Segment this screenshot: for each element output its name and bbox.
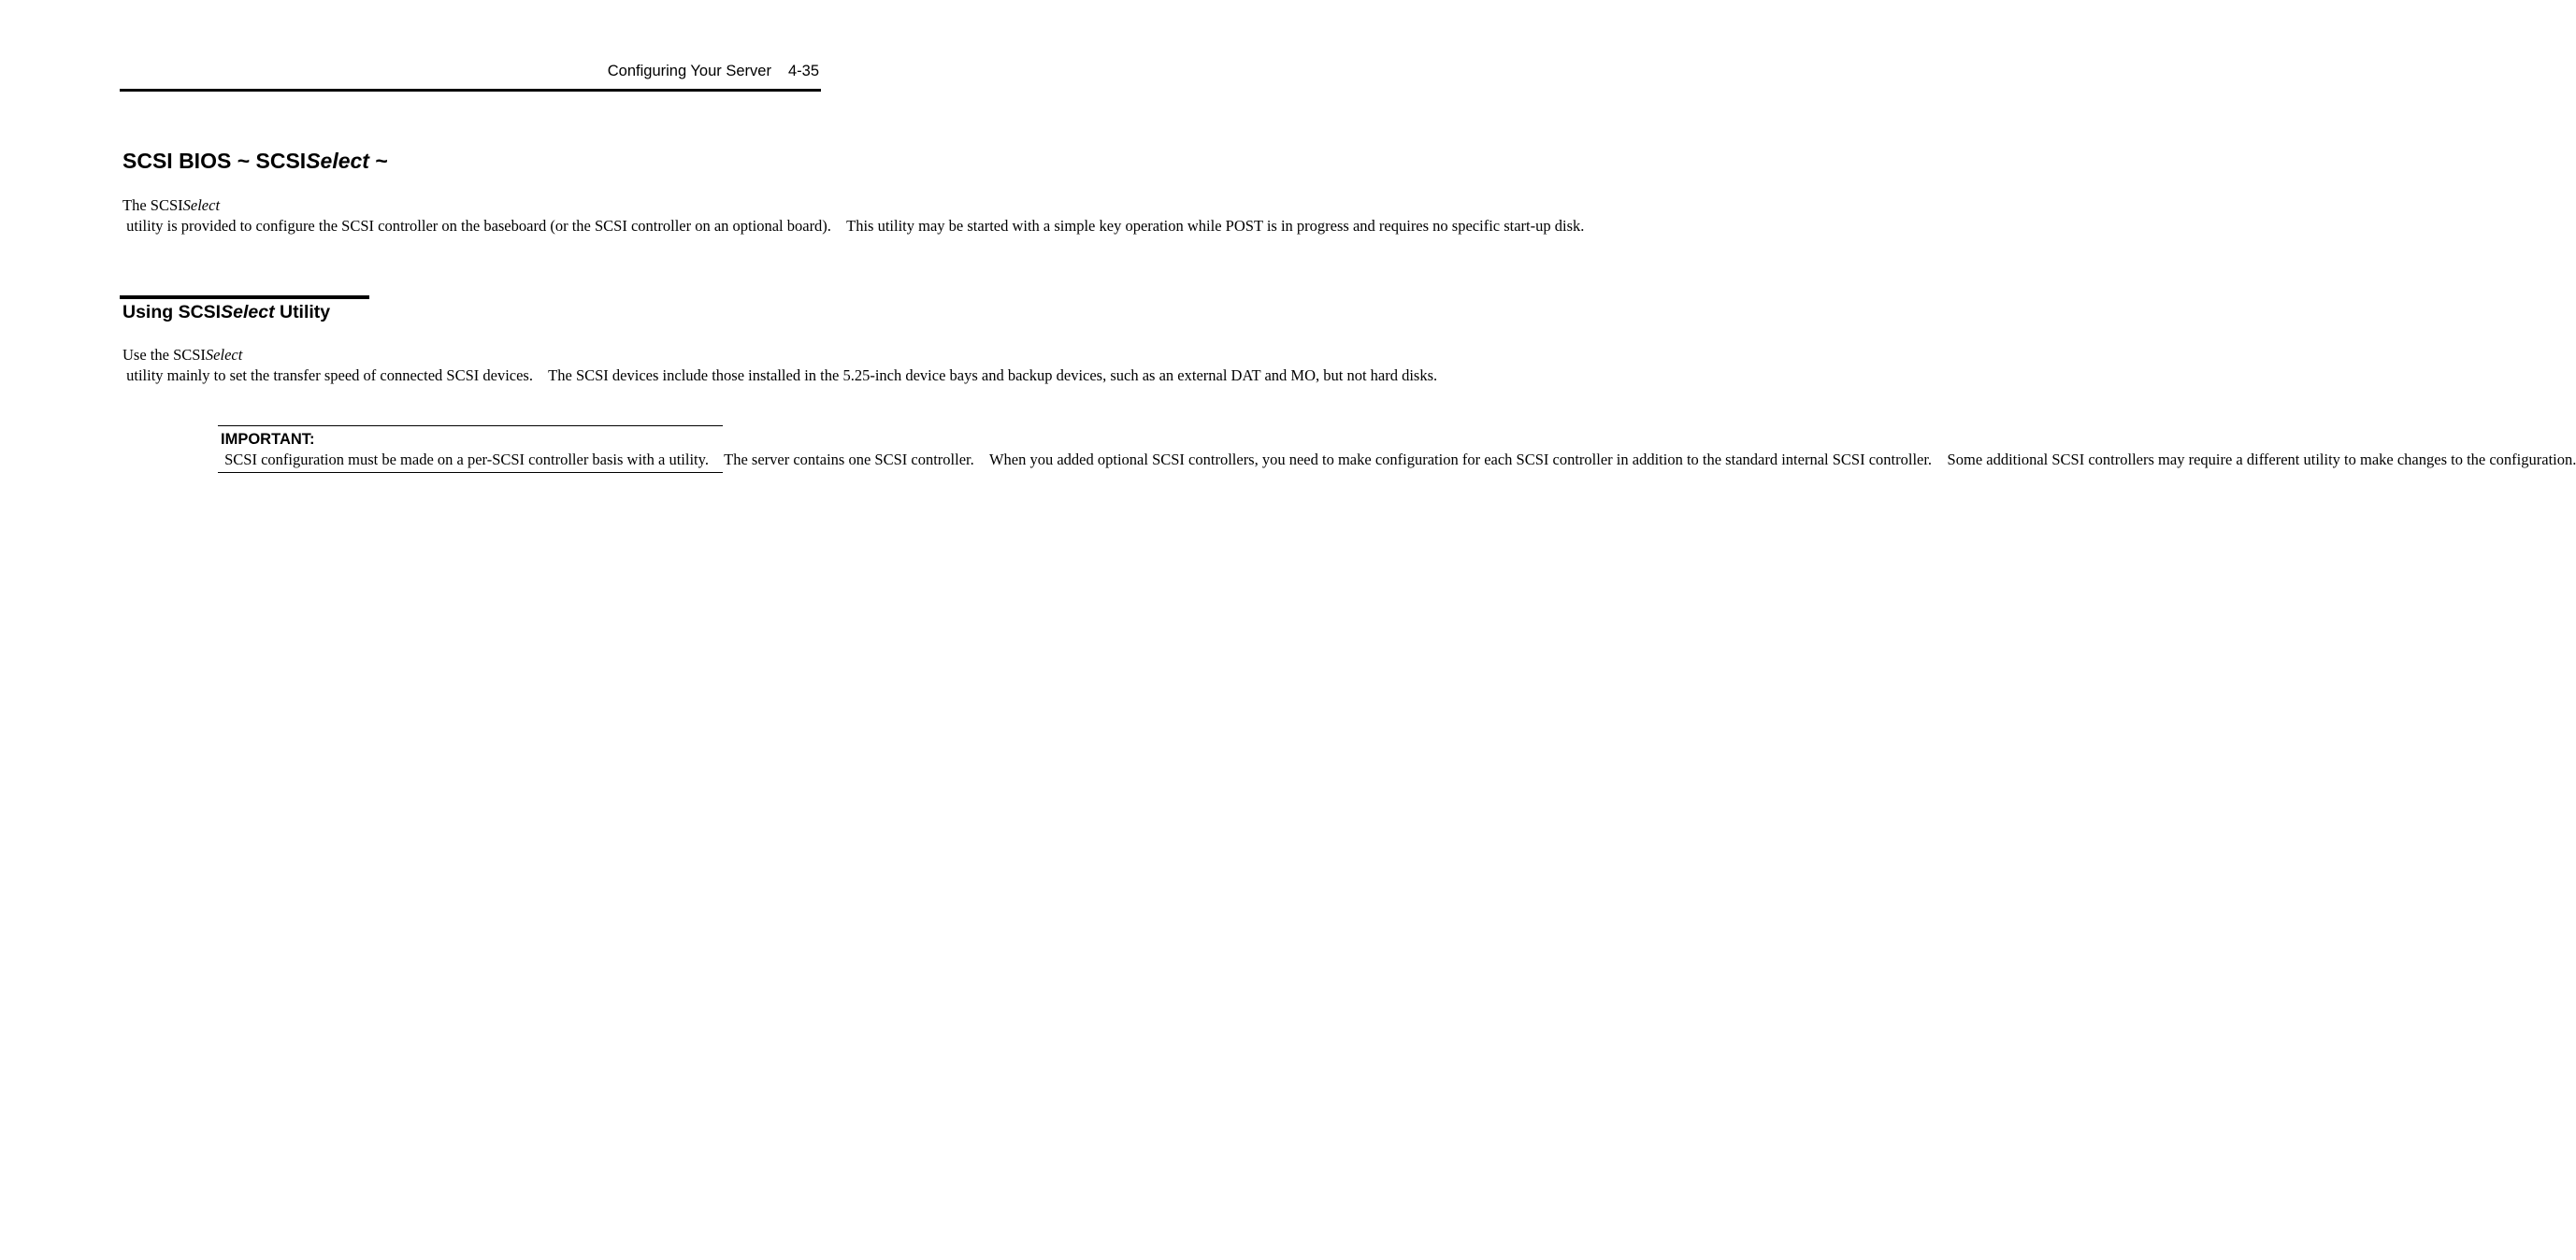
subsection-heading-prefix: Using SCSI <box>122 302 222 322</box>
intro-text-rest: utility is provided to configure the SCSI controller on the baseboard (or the SCSI controller on an optional board). This utility may be started with a simple key operation while POST is in progress and requires no specific start-up disk. <box>122 216 1585 235</box>
intro-text-start: The SCSI <box>122 196 183 214</box>
important-notice <box>218 425 2576 473</box>
subsection-heading-suffix: Utility <box>274 302 331 322</box>
running-header-title: Configuring Your Server <box>607 63 771 79</box>
usage-text-italic: Select <box>205 346 243 364</box>
subsection-rule <box>120 295 369 299</box>
section-heading <box>122 148 388 174</box>
usage-text-start: Use the SCSI <box>122 346 206 364</box>
running-header <box>120 62 819 80</box>
section-heading-prefix: SCSI BIOS ~ SCSI <box>122 149 307 173</box>
usage-paragraph <box>122 345 1438 385</box>
intro-paragraph <box>122 195 1585 236</box>
important-text: SCSI configuration must be made on a per-SCSI controller basis with a utility. The server contains one SCSI controller. When you added optional SCSI controllers, you need to make configuration for each SCSI controller in addition to the standard internal SCSI controller. Some additional SCSI controllers may require a different utility to make changes to the configuration. <box>221 451 2576 469</box>
header-rule <box>120 89 821 92</box>
important-label: IMPORTANT: <box>221 431 315 448</box>
subsection-heading <box>122 301 330 324</box>
page-number: 4-35 <box>787 63 819 79</box>
subsection-heading-italic: Select <box>221 302 275 322</box>
intro-text-italic: Select <box>182 196 221 214</box>
section-heading-italic: Select <box>306 149 369 173</box>
section-heading-suffix: ~ <box>368 149 388 173</box>
usage-text-rest: utility mainly to set the transfer speed of connected SCSI devices. The SCSI devices include those installed in the 5.25-inch device bays and backup devices, such as an external DAT and MO, but not hard disks. <box>122 365 1438 384</box>
